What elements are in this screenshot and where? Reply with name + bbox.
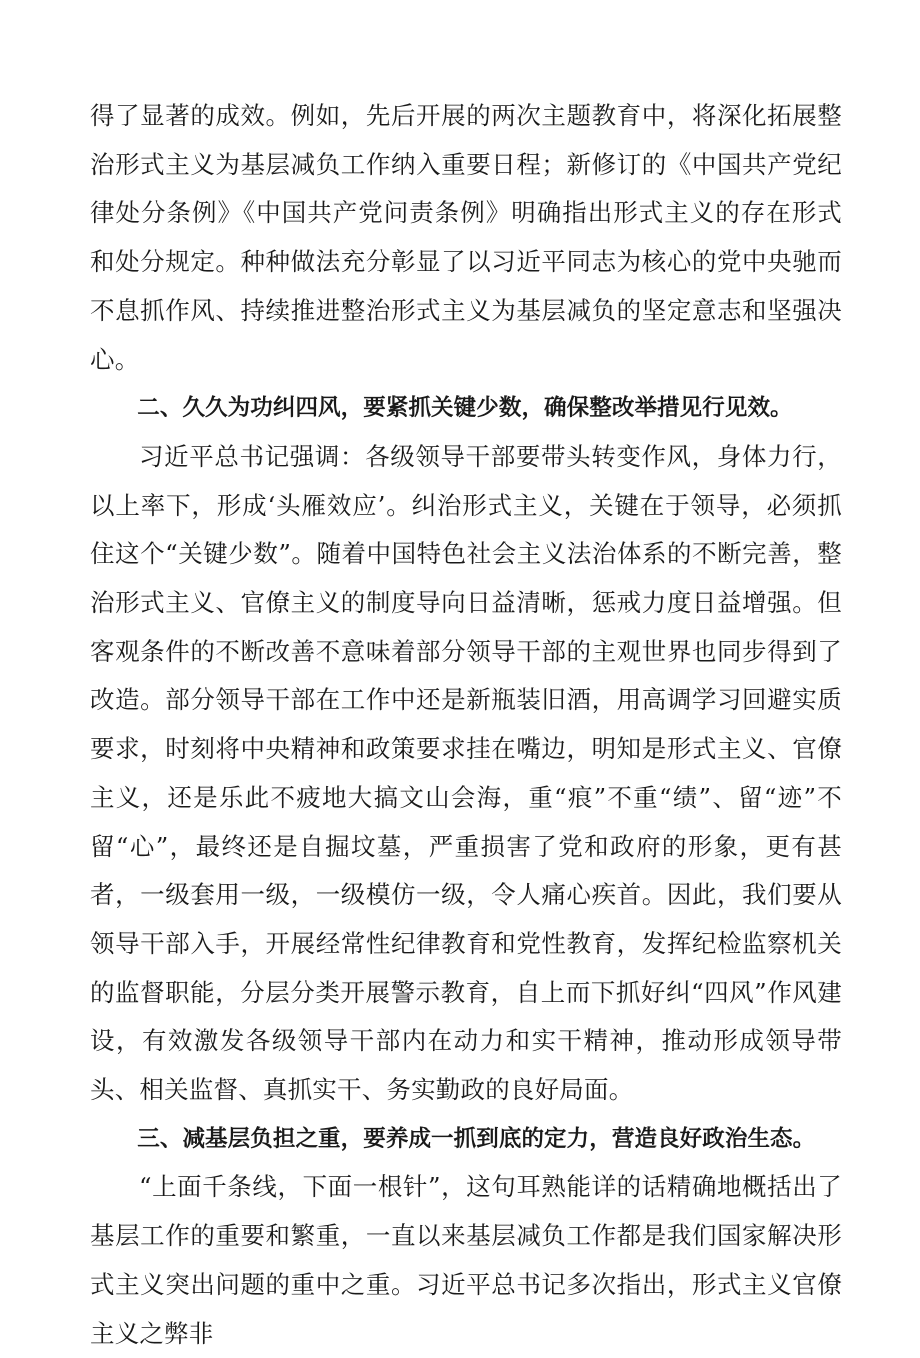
section-heading-2: 二、久久为功纠四风，要紧抓关键少数，确保整改举措见行见效。 <box>137 395 793 422</box>
section-heading-3: 三、减基层负担之重，要养成一抓到底的定力，营造良好政治生态。 <box>137 1125 816 1152</box>
paragraph-section-2: 习近平总书记强调：各级领导干部要带头转变作风，身体力行，以上率下，形成‘头雁效应’。纠治形式主义，关键在于领导，必须抓住这个“关键少数”。随着中国特色社会主义法治体系的不断完善，整治形式主义、官僚主义的制度导向日益清晰，惩戒力度日益增强。但客观条件的不断改善不意味着部分领导干部的主观世界也同步得到了改造。部分领导干部在工作中还是新瓶装旧酒，用高调学习回避实质要求，时刻将中央精神和政策要求挂在嘴边，明知是形式主义、官僚主义，还是乐此不疲地大搞文山会海，重“痕”不重“绩”、留“迹”不留“心”，最终还是自掘坟墓，严重损害了党和政府的形象，更有甚者，一级套用一级，一级模仿一级，令人痛心疾首。因此，我们要从领导干部入手，开展经常性纪律教育和党性教育，发挥纪检监察机关的监督职能，分层分类开展警示教育，自上而下抓好纠“四风”作风建设，有效激发各级领导干部内在动力和实干精神，推动形成领导带头、相关监督、真抓实干、务实勤政的良好局面。 <box>90 441 842 1105</box>
paragraph-continuation: 得了显著的成效。例如，先后开展的两次主题教育中，将深化拓展整治形式主义为基层减负工作纳入重要日程；新修订的《中国共产党纪律处分条例》《中国共产党问责条例》明确指出形式主义的存在形式和处分规定。种种做法充分彰显了以习近平同志为核心的党中央驰而不息抓作风、持续推进整治形式主义为基层减负的坚定意志和坚强决心。 <box>90 101 842 374</box>
paragraph-section-3: “上面千条线，下面一根针”，这句耳熟能详的话精确地概括出了基层工作的重要和繁重，一直以来基层减负工作都是我们国家解决形式主义突出问题的重中之重。习近平总书记多次指出，形式主义官僚主义之弊非 <box>90 1172 842 1348</box>
document-body <box>90 92 842 1358</box>
